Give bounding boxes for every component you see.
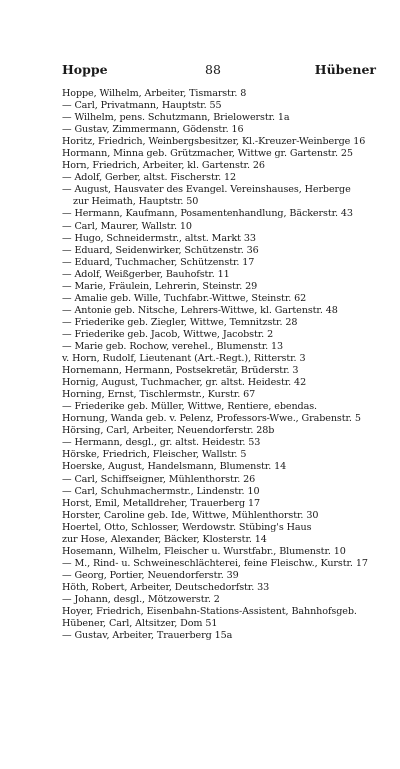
directory-entries (62, 88, 380, 642)
page-header (62, 62, 376, 78)
directory-entry: Horitz, Friedrich, Weinbergsbesitzer, Kl.-Kreuzer-Weinberge 16 (62, 136, 366, 148)
directory-entry: Horn, Friedrich, Arbeiter, kl. Gartenstr. 26 (62, 160, 265, 172)
directory-entry: — Amalie geb. Wille, Tuchfabr.-Wittwe, Steinstr. 62 (62, 292, 307, 304)
directory-entry: Hübener, Carl, Altsitzer, Dom 51 (62, 618, 218, 630)
directory-entry: — Adolf, Weißgerber, Bauhofstr. 11 (62, 268, 230, 280)
directory-entry: — Carl, Schiffseigner, Mühlenthorstr. 26 (62, 473, 256, 485)
directory-entry: — Friederike geb. Müller, Wittwe, Rentiere, ebendas. (62, 401, 317, 413)
directory-entry: Hörsing, Carl, Arbeiter, Neuendorferstr. 28b (62, 425, 275, 437)
directory-entry: — Adolf, Gerber, altst. Fischerstr. 12 (62, 172, 237, 184)
directory-entry: — Carl, Privatmann, Hauptstr. 55 (62, 100, 222, 112)
directory-entry: Hornung, Wanda geb. v. Pelenz, Professors-Wwe., Grabenstr. 5 (62, 413, 361, 425)
directory-entry: — Friederike geb. Jacob, Wittwe, Jacobstr. 2 (62, 328, 274, 340)
directory-entry: Hoerske, August, Handelsmann, Blumenstr. 14 (62, 461, 287, 473)
directory-entry: — M., Rind- u. Schweineschlächterei, feine Fleischw., Kurstr. 17 (62, 557, 368, 569)
directory-entry: Hoppe, Wilhelm, Arbeiter, Tismarstr. 8 (62, 88, 247, 99)
directory-entry: — Carl, Schuhmachermstr., Lindenstr. 10 (62, 485, 260, 497)
directory-entry: — Hermann, desgl., gr. altst. Heidestr. 53 (62, 437, 261, 449)
directory-entry: Hoertel, Otto, Schlosser, Werdowstr. Stübing's Haus (62, 521, 312, 533)
directory-entry: Hosemann, Wilhelm, Fleischer u. Wurstfabr., Blumenstr. 10 (62, 545, 346, 557)
directory-entry: — Hugo, Schneidermstr., altst. Markt 33 (62, 232, 256, 244)
page-number: 88 (205, 62, 221, 77)
directory-entry: Hörske, Friedrich, Fleischer, Wallstr. 5 (62, 449, 247, 461)
directory-entry: Horning, Ernst, Tischlermstr., Kurstr. 67 (62, 389, 256, 401)
directory-entry: — Eduard, Tuchmacher, Schützenstr. 17 (62, 256, 255, 268)
directory-entry: — Friederike geb. Ziegler, Wittwe, Temnitzstr. 28 (62, 316, 298, 328)
directory-entry: — Marie, Fräulein, Lehrerin, Steinstr. 29 (62, 280, 258, 292)
directory-entry: — Antonie geb. Nitsche, Lehrers-Wittwe, kl. Gartenstr. 48 (62, 304, 338, 316)
directory-entry: Hoyer, Friedrich, Eisenbahn-Stations-Assistent, Bahnhofsgeb. (62, 606, 357, 618)
directory-entry: Horst, Emil, Metalldreher, Trauerberg 17 (62, 497, 260, 509)
directory-entry: — Johann, desgl., Mötzowerstr. 2 (62, 593, 220, 605)
directory-entry: zur Hose, Alexander, Bäcker, Klosterstr. 14 (62, 533, 267, 545)
directory-entry: Hormann, Minna geb. Grützmacher, Wittwe gr. Gartenstr. 25 (62, 148, 353, 160)
directory-entry: zur Heimath, Hauptstr. 50 (73, 196, 199, 208)
directory-entry: — Georg, Portier, Neuendorferstr. 39 (62, 569, 239, 581)
directory-entry: — Hermann, Kaufmann, Posamentenhandlung, Bäckerstr. 43 (62, 208, 353, 220)
running-head-left: Hoppe (62, 62, 108, 77)
directory-entry: Hornemann, Hermann, Postsekretär, Brüderstr. 3 (62, 365, 299, 377)
directory-entry: — Wilhelm, pens. Schutzmann, Brielowerstr. 1a (62, 112, 290, 124)
directory-entry: v. Horn, Rudolf, Lieutenant (Art.-Regt.), Ritterstr. 3 (62, 353, 306, 365)
directory-entry: — Gustav, Arbeiter, Trauerberg 15a (62, 630, 233, 642)
directory-entry: — Carl, Maurer, Wallstr. 10 (62, 220, 192, 232)
directory-entry: Höth, Robert, Arbeiter, Deutschedorfstr. 33 (62, 581, 270, 593)
directory-entry: — Gustav, Zimmermann, Gödenstr. 16 (62, 124, 244, 136)
directory-entry: Hornig, August, Tuchmacher, gr. altst. Heidestr. 42 (62, 377, 307, 389)
directory-entry: — Marie geb. Rochow, verehel., Blumenstr. 13 (62, 340, 284, 352)
directory-entry: — August, Hausvater des Evangel. Vereinshauses, Herberge (62, 184, 351, 196)
running-head-right: Hübener (314, 62, 376, 77)
directory-entry: — Eduard, Seidenwirker, Schützenstr. 36 (62, 244, 259, 256)
directory-entry: Horster, Caroline geb. Ide, Wittwe, Mühlenthorstr. 30 (62, 509, 319, 521)
